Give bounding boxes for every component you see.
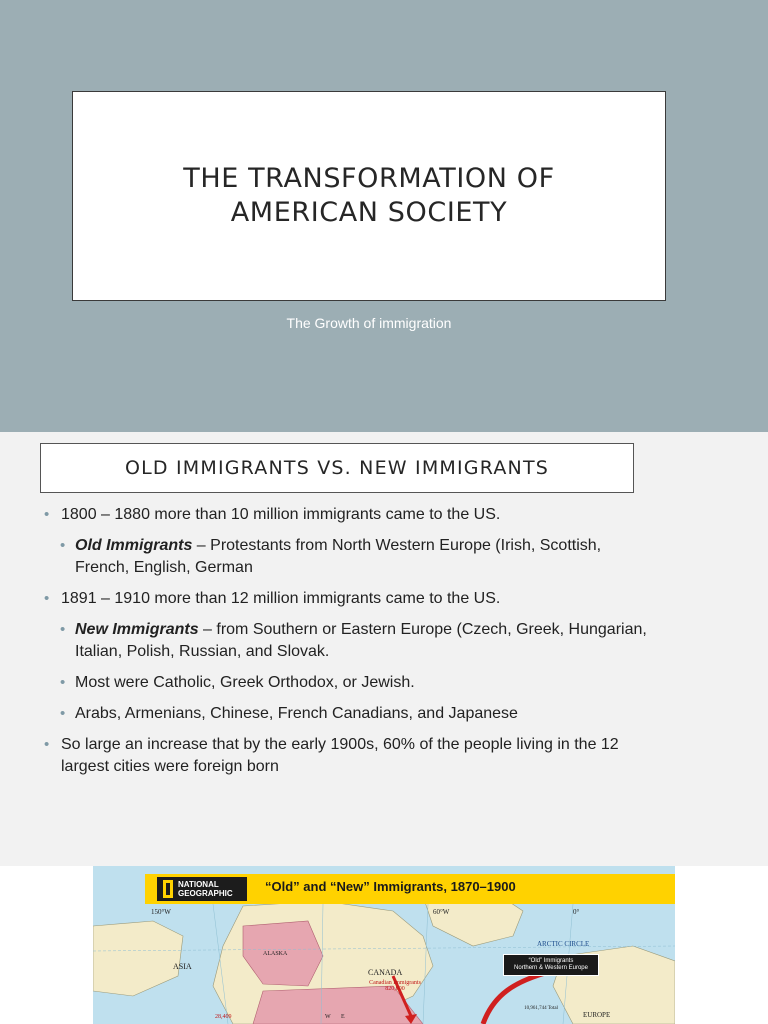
- bullet-dot-icon: •: [60, 537, 66, 554]
- bullet-dot-icon: •: [44, 506, 50, 523]
- map-label-total: 10,961,744 Total: [524, 1006, 558, 1011]
- map-label-alaska: ALASKA: [263, 951, 288, 957]
- bullet-dot-icon: •: [60, 621, 66, 638]
- map-title: “Old” and “New” Immigrants, 1870–1900: [265, 879, 516, 894]
- bullet-item: [44, 504, 654, 526]
- bullet-item: [44, 535, 654, 579]
- compass-e: E: [341, 1014, 345, 1020]
- title-slide: [0, 0, 768, 432]
- bullet-text: So large an increase that by the early 1900s, 60% of the people living in the 12 largest cities were foreign born: [61, 736, 619, 775]
- map-label: 0°: [573, 908, 580, 916]
- map-label-arctic-circle: ARCTIC CIRCLE: [537, 940, 590, 948]
- bullet-text: Most were Catholic, Greek Orthodox, or Jewish.: [75, 674, 415, 691]
- bullet-text: 1800 – 1880 more than 10 million immigrants came to the US.: [61, 506, 501, 523]
- slide-title-line2: AMERICAN SOCIETY: [230, 197, 508, 228]
- map-slide: [0, 866, 768, 1024]
- bullet-item: [44, 734, 654, 778]
- bullet-list: [44, 504, 654, 787]
- old-immigrants-callout: “Old” Immigrants Northern & Western Europe: [503, 954, 599, 976]
- bullet-dot-icon: •: [60, 674, 66, 691]
- slide-title: [183, 162, 554, 230]
- national-geographic-logo: [155, 875, 249, 903]
- compass-w: W: [325, 1014, 331, 1020]
- bullet-dot-icon: •: [44, 736, 50, 753]
- bullet-term: Old Immigrants: [75, 537, 193, 554]
- map-label-left-value: 28,409: [215, 1014, 232, 1020]
- bullet-text: Arabs, Armenians, Chinese, French Canadians, and Japanese: [75, 705, 518, 722]
- bullet-item: [44, 703, 654, 725]
- immigration-map: [93, 866, 675, 1024]
- bullet-item: [44, 619, 654, 663]
- slide-subtitle: The Growth of immigration: [286, 315, 452, 331]
- bullet-term: New Immigrants: [75, 621, 199, 638]
- bullet-item: [44, 672, 654, 694]
- bullet-text: – from Southern or Eastern Europe (Czech, Greek, Hungarian, Italian, Polish, Russian, and Slovak.: [75, 621, 647, 660]
- logo-text: NATIONAL GEOGRAPHIC: [178, 880, 233, 898]
- slide-title-line1: THE TRANSFORMATION OF: [183, 163, 555, 194]
- map-label-canadian-immigrants: Canadian Immigrants 820,000: [369, 980, 421, 992]
- map-label-europe: EUROPE: [583, 1011, 611, 1019]
- map-label: 150°W: [151, 908, 171, 916]
- map-label: 60°W: [433, 908, 450, 916]
- map-label-canada: CANADA: [368, 968, 403, 977]
- map-label-asia: ASIA: [173, 962, 192, 971]
- bullet-item: [44, 588, 654, 610]
- bullet-text: – Protestants from North Western Europe (Irish, Scottish, French, English, German: [75, 537, 602, 576]
- logo-rectangle-icon: [163, 880, 173, 898]
- slide-heading: OLD IMMIGRANTS VS. NEW IMMIGRANTS: [124, 457, 550, 479]
- content-slide: [0, 432, 768, 866]
- title-box: [72, 91, 666, 301]
- bullet-text: 1891 – 1910 more than 12 million immigrants came to the US.: [61, 590, 501, 607]
- bullet-dot-icon: •: [60, 705, 66, 722]
- bullet-dot-icon: •: [44, 590, 50, 607]
- heading-box: [40, 443, 634, 493]
